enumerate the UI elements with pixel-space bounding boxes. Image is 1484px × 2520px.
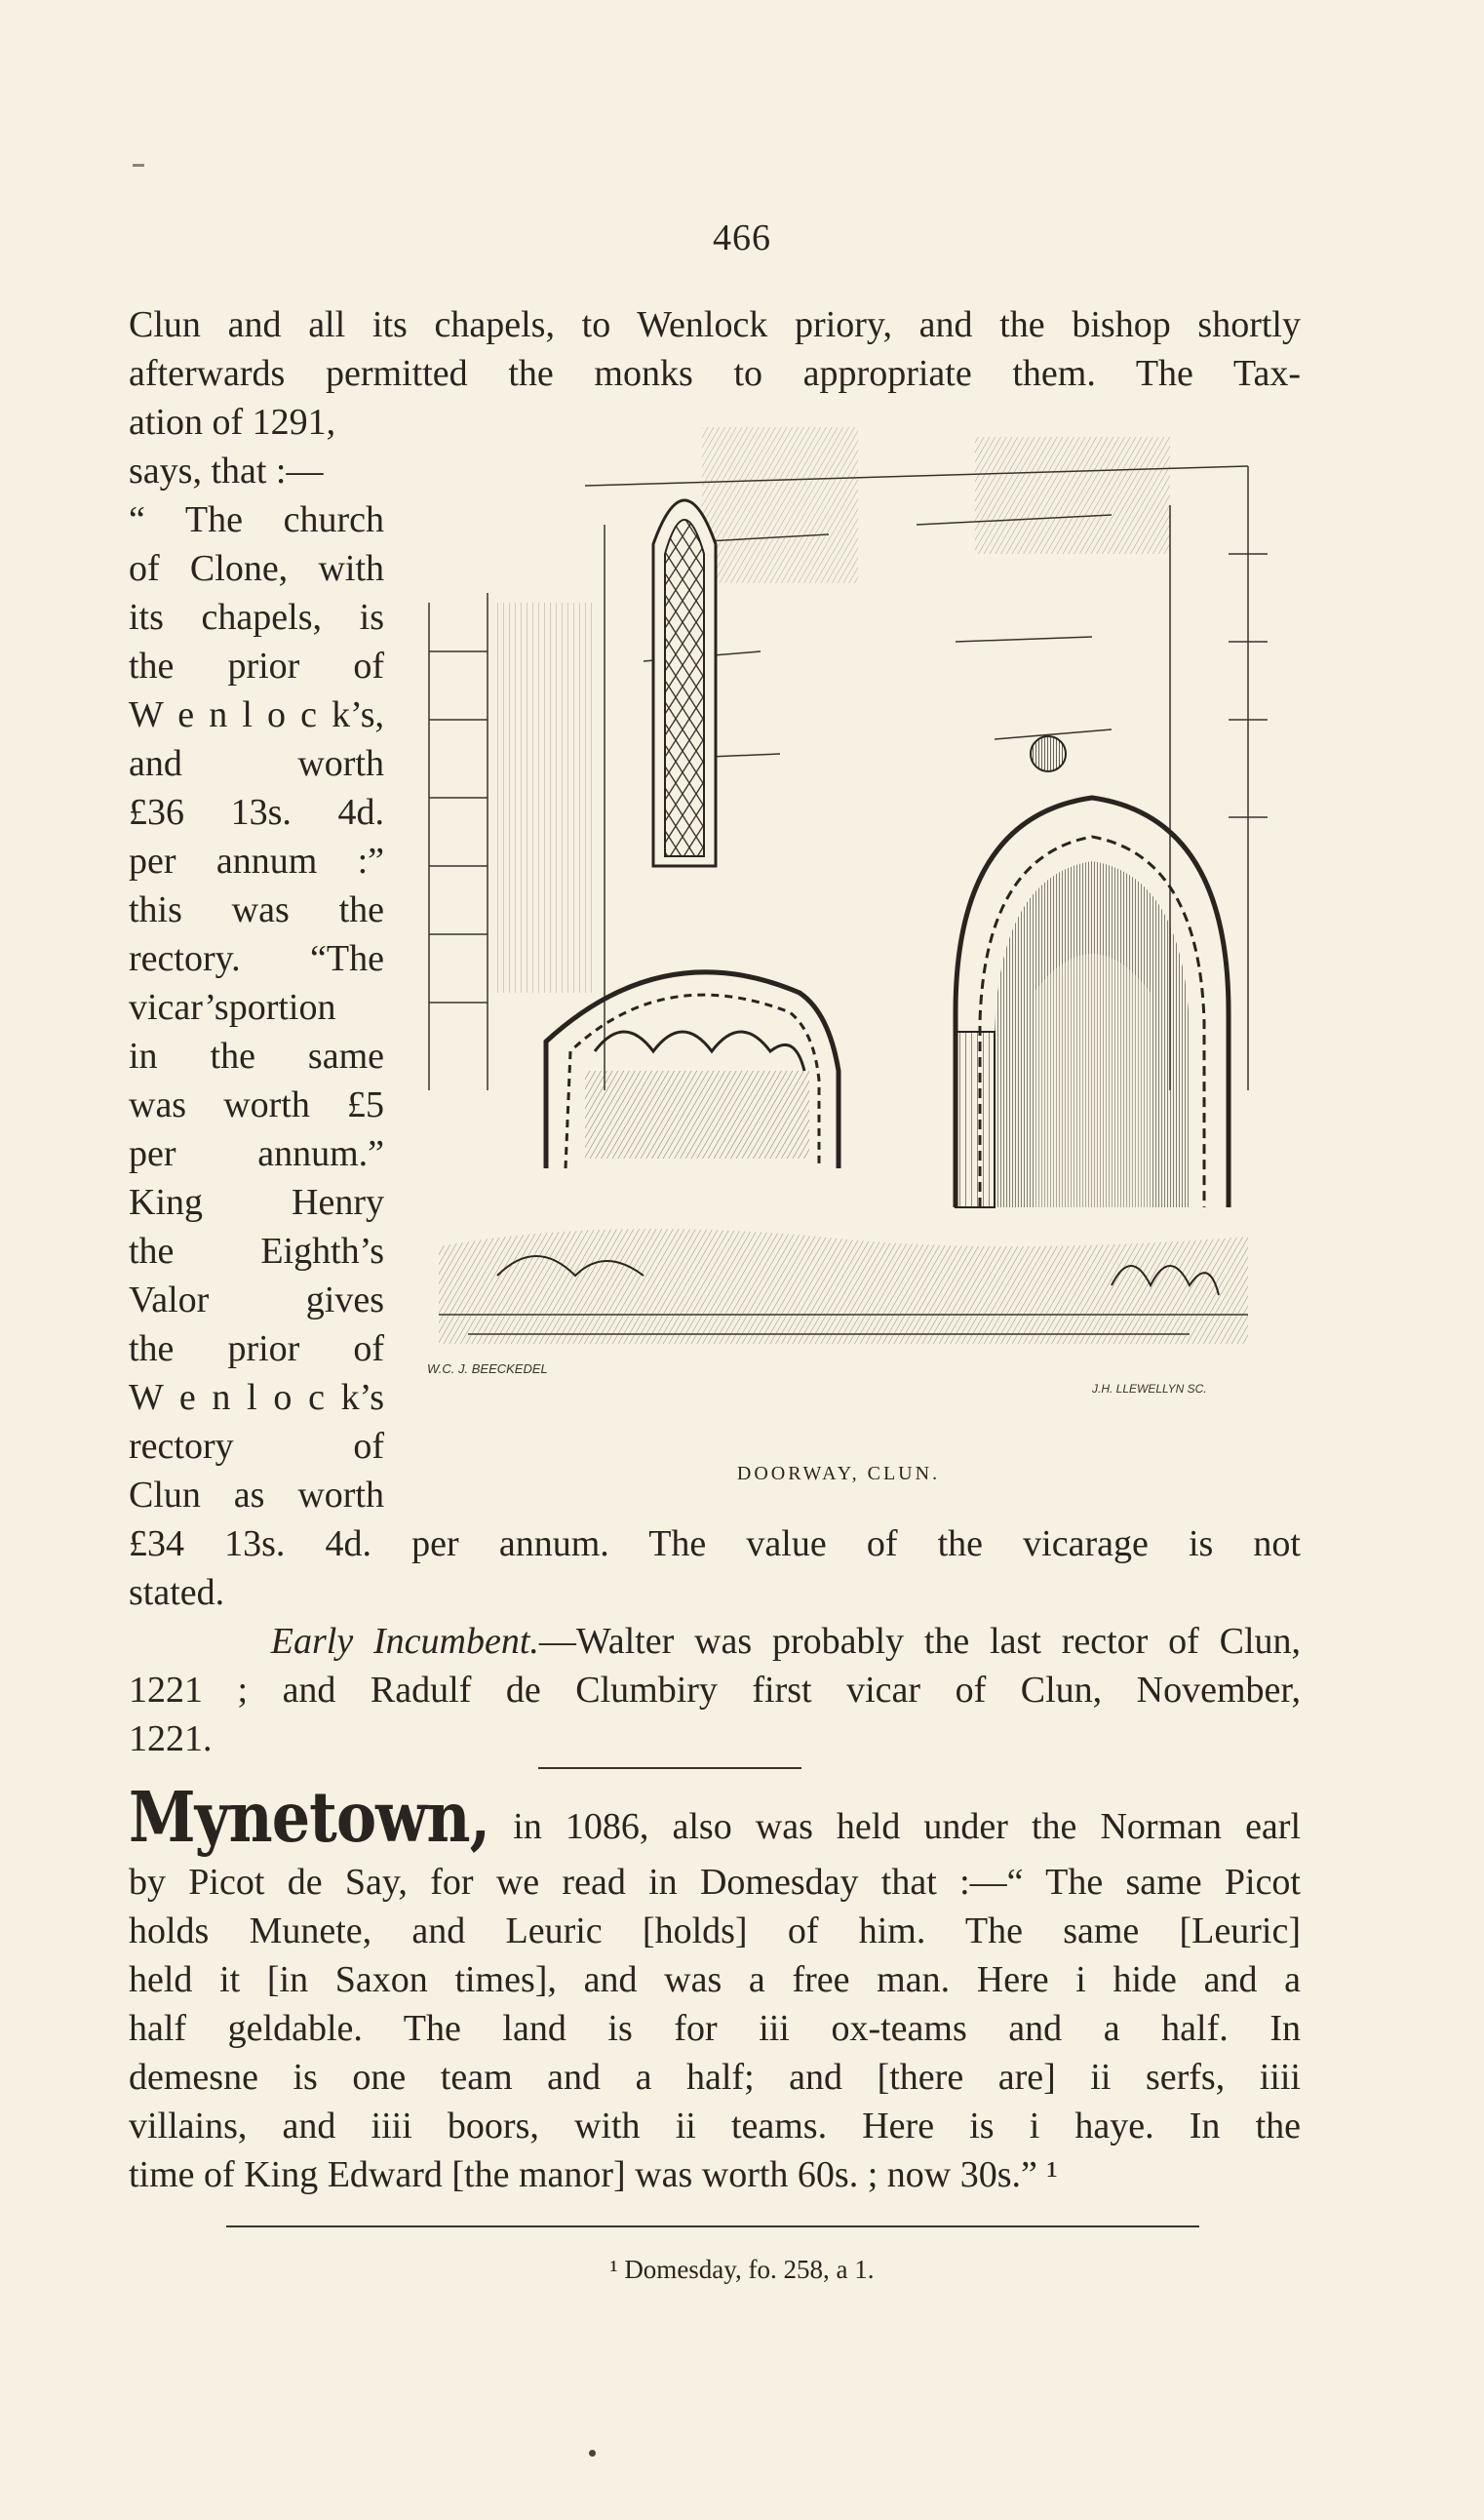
- side-line: and worth: [129, 743, 384, 784]
- side-line: the prior of: [129, 1328, 384, 1369]
- paragraph-top: [129, 300, 1301, 398]
- text-line: Clun and all its chapels, to Wenlock priory, and the bishop shortly: [129, 304, 1301, 345]
- text-line: 1221.: [129, 1718, 213, 1759]
- early-incumbent-text: —Walter was probably the last rector of Clun,: [538, 1621, 1302, 1662]
- engraving-svg: [410, 408, 1287, 1402]
- side-line: in the same: [129, 1036, 384, 1077]
- side-line: per annum.”: [129, 1133, 384, 1174]
- side-line: £36 13s. 4d.: [129, 792, 384, 833]
- side-line: says, that :—: [129, 451, 324, 492]
- page-speck: [589, 2450, 596, 2457]
- text-line: demesne is one team and a half; and [there are] ii serfs, iiii: [129, 2057, 1301, 2098]
- text-line: half geldable. The land is for iii ox-teams and a half. In: [129, 2008, 1301, 2049]
- side-line: its chapels, is: [129, 597, 384, 638]
- side-line: “ The church: [129, 499, 384, 540]
- text-line: £34 13s. 4d. per annum. The value of the vicarage is not: [129, 1523, 1301, 1564]
- page-number: 466: [713, 217, 771, 258]
- text-line: by Picot de Say, for we read in Domesday that :—“ The same Picot: [129, 1862, 1301, 1903]
- side-line: the prior of: [129, 646, 384, 687]
- side-line: the Eighth’s: [129, 1231, 384, 1272]
- doorway-illustration: [410, 408, 1287, 1402]
- text-line: holds Munete, and Leuric [holds] of him. The same [Leuric]: [129, 1910, 1301, 1951]
- section-heading-line: [129, 1776, 1302, 1859]
- text-line: time of King Edward [the manor] was worth 60s. ; now 30s.” ¹: [129, 2154, 1058, 2195]
- side-line: ation of 1291,: [129, 402, 336, 443]
- figure-caption: DOORWAY, CLUN.: [736, 1463, 941, 1484]
- footnote: ¹ Domesday, fo. 258, a 1.: [609, 2255, 875, 2284]
- section-first-line: in 1086, also was held under the Norman earl: [513, 1806, 1302, 1847]
- early-incumbent-label: Early Incumbent.: [270, 1621, 539, 1662]
- text-line: stated.: [129, 1572, 225, 1613]
- side-line: vicar’sportion: [129, 987, 336, 1028]
- engraver-signature-right: J.H. LLEWELLYN SC.: [1092, 1382, 1207, 1396]
- side-line: of Clone, with: [129, 548, 384, 589]
- side-line: rectory of: [129, 1426, 384, 1467]
- text-line: villains, and iiii boors, with ii teams. Here is i haye. In the: [129, 2106, 1301, 2146]
- paragraph-after-figure: [129, 1519, 1301, 1763]
- side-line: Clun as worth: [129, 1475, 384, 1516]
- page-margin-mark: [133, 164, 144, 167]
- text-line: afterwards permitted the monks to appropriate them. The Tax-: [129, 353, 1301, 394]
- side-column-text: [129, 398, 384, 1519]
- side-line: was worth £5: [129, 1084, 384, 1125]
- side-line: King Henry: [129, 1182, 384, 1223]
- side-line: W e n l o c k’s,: [129, 694, 384, 735]
- footnote-divider: [226, 2225, 1199, 2227]
- text-line: held it [in Saxon times], and was a free man. Here i hide and a: [129, 1959, 1301, 2000]
- side-line: rectory. “The: [129, 938, 384, 979]
- side-line: per annum :”: [129, 841, 384, 882]
- section-heading: Mynetown,: [129, 1776, 490, 1859]
- side-line: W e n l o c k’s: [129, 1377, 384, 1418]
- text-line: 1221 ; and Radulf de Clumbiry first vicar of Clun, November,: [129, 1670, 1301, 1711]
- section-divider: [538, 1767, 801, 1769]
- section-mynetown: [129, 1776, 1302, 2199]
- side-line: Valor gives: [129, 1280, 384, 1320]
- engraver-signature-left: W.C. J. BEECKEDEL: [427, 1361, 548, 1376]
- side-line: this was the: [129, 889, 384, 930]
- early-incumbent-line: [129, 1617, 1301, 1666]
